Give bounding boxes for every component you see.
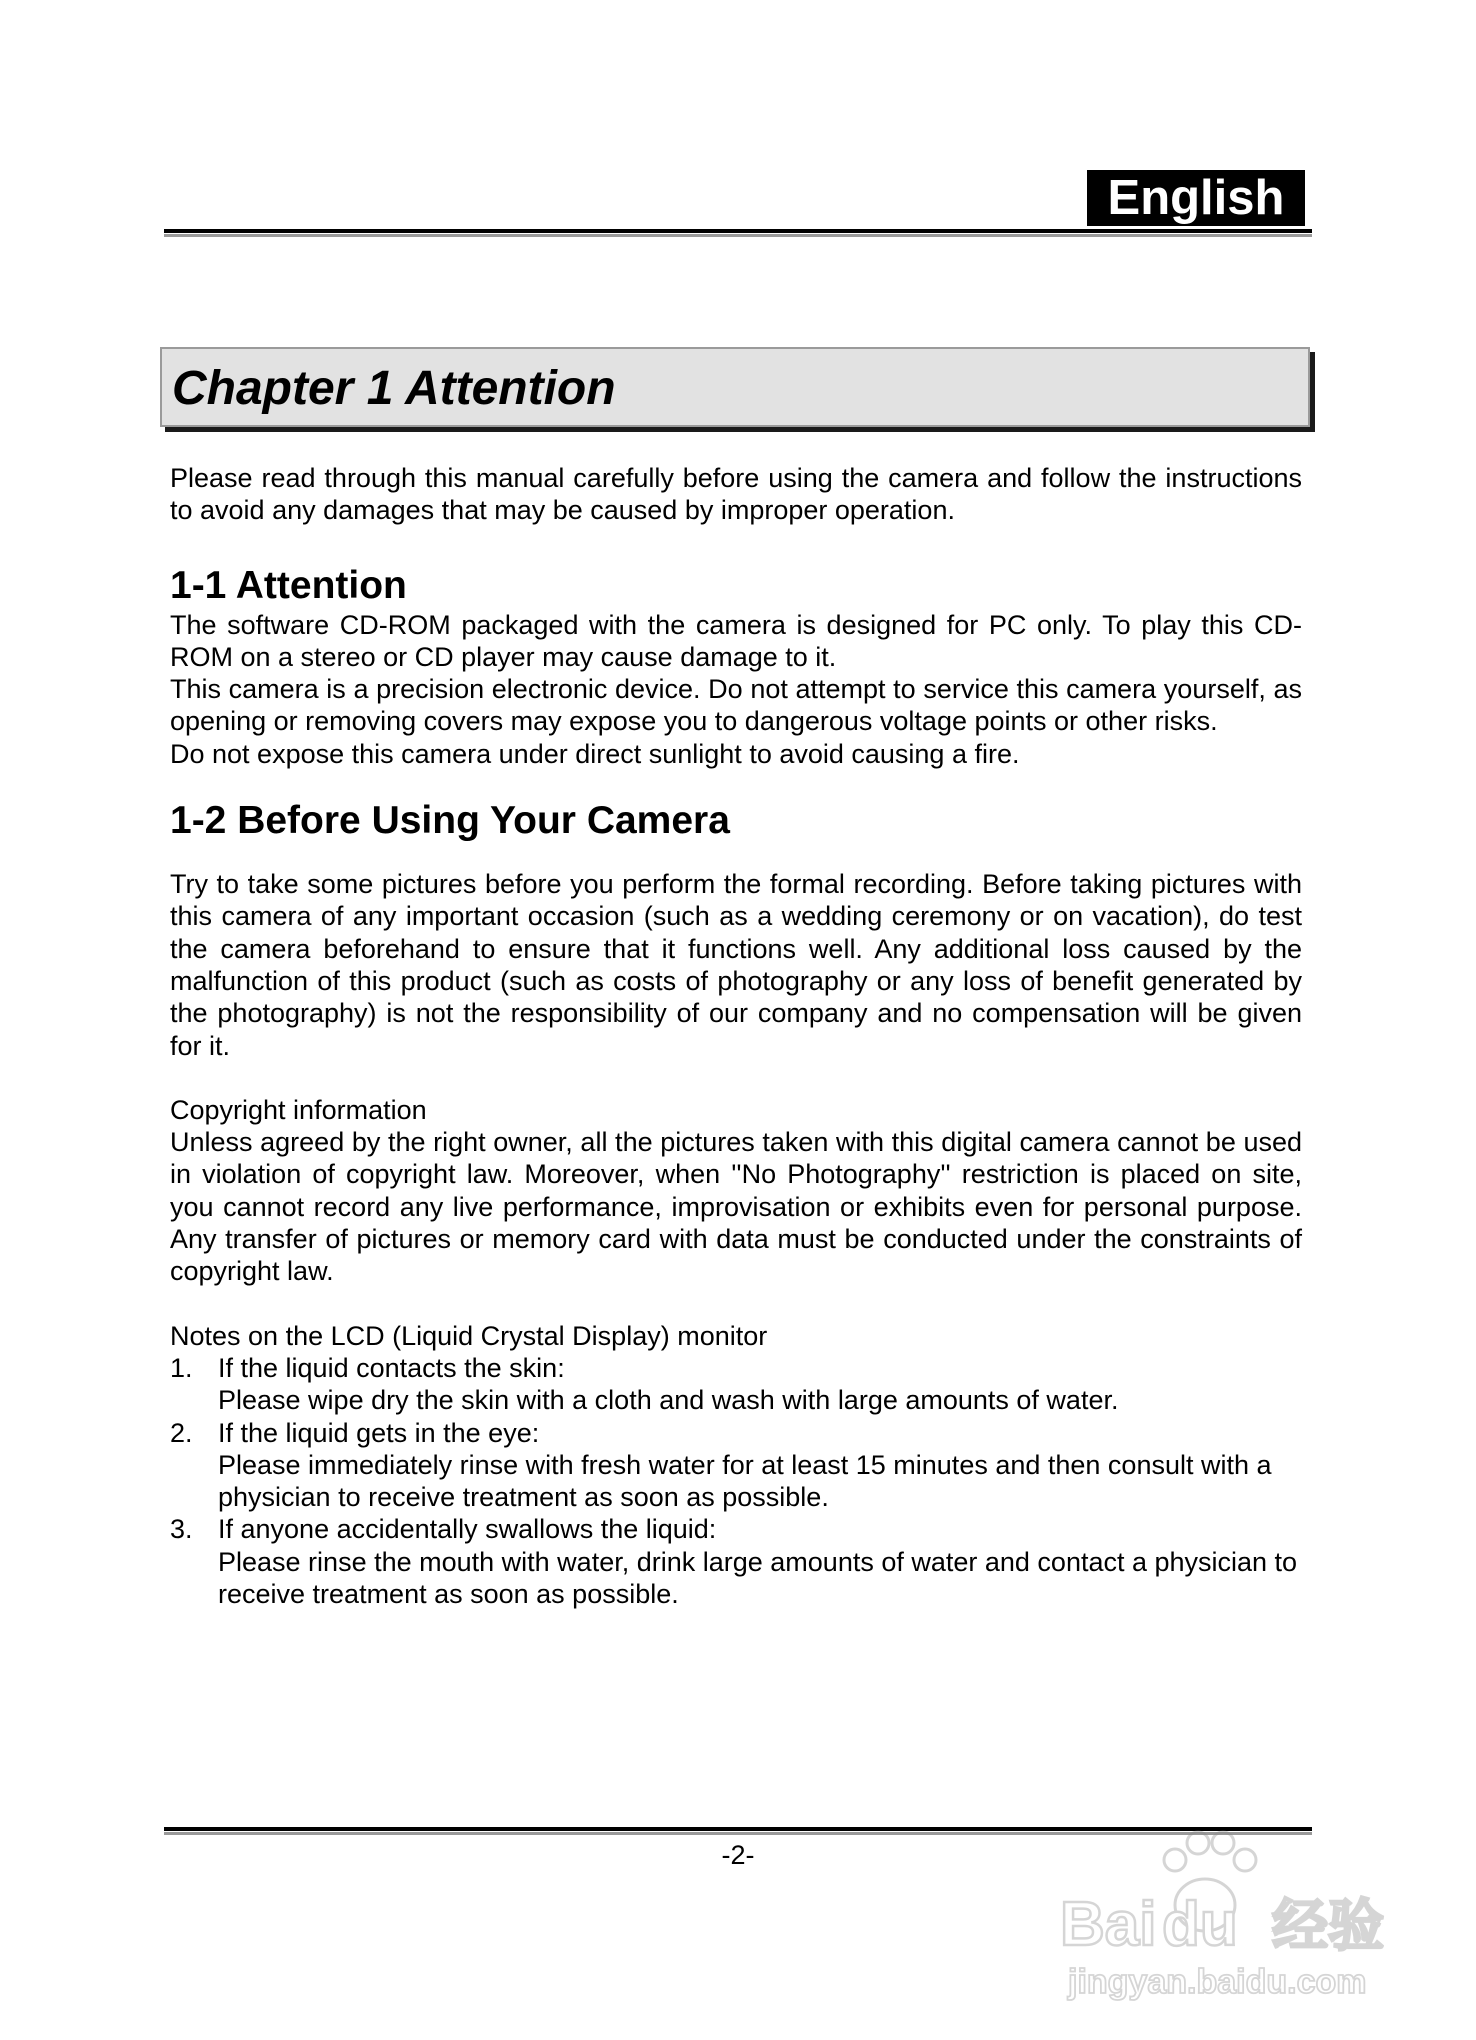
language-badge: English [1087,170,1305,226]
before-using-paragraph: Try to take some pictures before you perform the formal recording. Before taking pictures with this camera of any important occasion (such as a wedding ceremony or on vacation), do test the camera beforehand to ensure that it functions well. Any additional loss caused by the malfunction of this product (such as costs of photography or any loss of benefit generated by the photography) is not the responsibility of our company and no compensation will be given for it. [170,869,1302,1061]
list-item-title: If the liquid contacts the skin: [218,1352,565,1383]
list-item-title: If anyone accidentally swallows the liquid: [218,1514,717,1545]
list-item-text: Please wipe dry the skin with a cloth and wash with large amounts of water. [218,1385,1119,1416]
main-content [170,462,1302,1610]
header-rule [164,229,1312,233]
watermark-brand: Bai [1060,1890,1157,1959]
list-item-number: 3. [170,1514,193,1545]
chapter-title: Chapter 1 Attention [172,362,616,415]
list-item-title: If the liquid gets in the eye: [218,1417,540,1448]
list-item [170,1513,1302,1610]
copyright-paragraph: Unless agreed by the right owner, all the pictures taken with this digital camera cannot be used in violation of copyright law. Moreover, when ''No Photography'' restriction is placed on site, you cannot record any live performance, improvisation or exhibits even for personal purpose. Any transfer of pictures or memory card with data must be conducted under the constraints of copyright law. [170,1127,1302,1287]
lcd-notes-heading: Notes on the LCD (Liquid Crystal Display) monitor [170,1320,768,1351]
list-item-number: 2. [170,1417,193,1448]
list-item [170,1417,1302,1514]
chapter-title-box [160,347,1310,427]
page-number: -2- [721,1840,755,1870]
baidu-watermark-logo [1040,1815,1440,2015]
list-item-text: Please immediately rinse with fresh water for at least 15 minutes and then consult with a physician to receive treatment as soon as possible. [218,1449,1272,1513]
attention-paragraph-precision: This camera is a precision electronic device. Do not attempt to service this camera yourself, as opening or removing covers may expose you to dangerous voltage points or other risks. [170,674,1302,737]
watermark-url: jingyan.baidu.com [1068,1963,1367,2001]
list-item-text: Please rinse the mouth with water, drink large amounts of water and contact a physician to receive treatment as soon as possible. [218,1546,1298,1610]
header-rule-shadow [164,234,1312,237]
intro-paragraph: Please read through this manual carefully before using the camera and follow the instructions to avoid any damages that may be caused by improper operation. [170,463,1302,526]
svg-text:du: du [1162,1890,1238,1959]
list-item-number: 1. [170,1352,193,1383]
copyright-heading: Copyright information [170,1094,427,1125]
attention-paragraph-cdrom: The software CD-ROM packaged with the camera is designed for PC only. To play this CD-ROM on a stereo or CD player may cause damage to it. [170,609,1302,672]
attention-paragraph-sunlight: Do not expose this camera under direct sunlight to avoid causing a fire. [170,738,1020,769]
lcd-notes-list [170,1352,1302,1610]
list-item [170,1352,1302,1417]
section-heading-before-using: 1-2 Before Using Your Camera [170,799,730,843]
svg-text:经验: 经验 [1272,1894,1384,1959]
section-heading-attention: 1-1 Attention [170,563,407,607]
